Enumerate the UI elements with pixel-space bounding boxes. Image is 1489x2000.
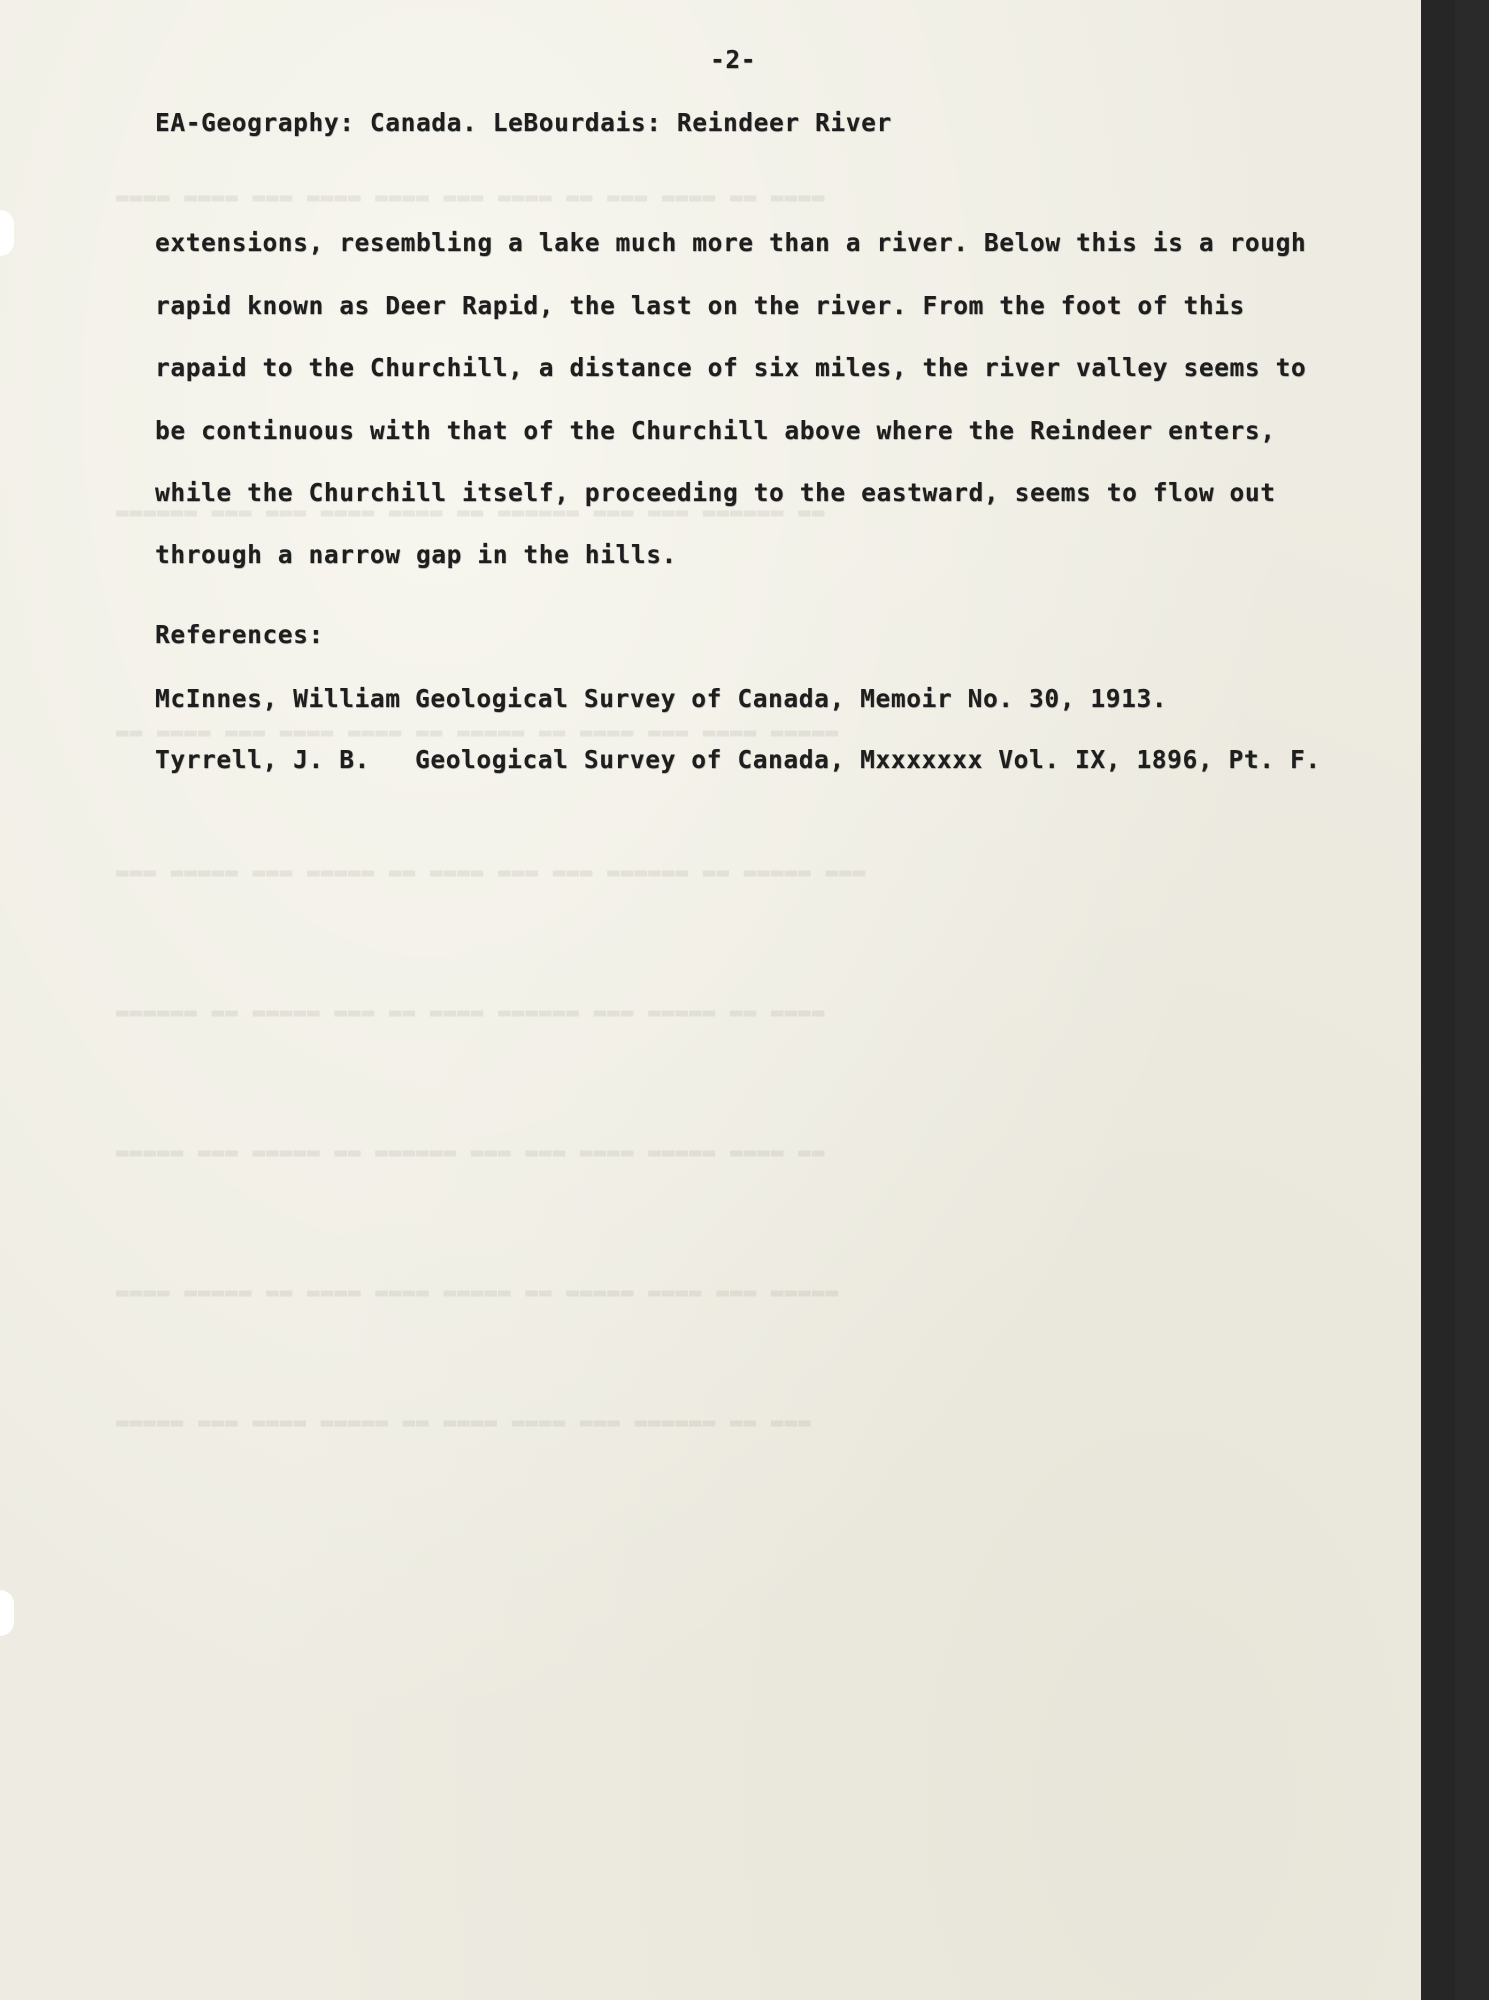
reference-source: Geological Survey of Canada, Mxxxxxxx Vol. IX, 1896, Pt. F. xyxy=(415,745,1321,774)
body-line: be continuous with that of the Churchill above where the Reindeer enters, xyxy=(155,416,1276,445)
document-header: EA-Geography: Canada. LeBourdais: Reindeer River xyxy=(155,108,892,137)
body-line: rapid known as Deer Rapid, the last on the river. From the foot of this xyxy=(155,291,1245,320)
page-number: -2- xyxy=(710,45,757,74)
punch-hole xyxy=(0,210,14,256)
body-line: extensions, resembling a lake much more than a river. Below this is a rough xyxy=(155,228,1307,257)
body-line: through a narrow gap in the hills. xyxy=(155,540,677,569)
reference-source: Geological Survey of Canada, Memoir No. 30, 1913. xyxy=(415,684,1168,713)
scan-edge xyxy=(1421,0,1455,2000)
reference-author: Tyrrell, J. B. xyxy=(155,745,370,774)
body-line: rapaid to the Churchill, a distance of six miles, the river valley seems to xyxy=(155,353,1307,382)
document-page: ▬▬▬▬ ▬▬ ▬▬▬▬ ▬▬▬ ▬▬ ▬▬▬▬ ▬▬▬ ▬▬▬▬ ▬▬▬▬ ▬▬▬ ▬▬▬▬ ▬▬▬▬ ▬▬ ▬▬▬▬▬▬ ▬▬▬ ▬▬▬ ▬▬▬▬▬▬ ▬▬ ▬▬▬▬ ▬▬▬▬ ▬▬▬ ▬▬▬ ▬▬▬▬▬▬ ▬▬▬▬▬ ▬▬▬▬ ▬▬▬ ▬▬▬▬ ▬▬ ▬▬▬▬▬ ▬▬ ▬▬▬▬ ▬▬▬▬ ▬▬▬ ▬▬▬▬ ▬▬ ▬▬▬ ▬▬▬▬▬ ▬▬ ▬▬▬▬▬▬ ▬▬▬ ▬▬▬ ▬▬▬▬ ▬▬ ▬▬▬▬▬ ▬▬▬ ▬▬▬▬▬ ▬▬▬ ▬▬▬▬ ▬▬ ▬▬▬▬▬ ▬▬▬ ▬▬▬▬▬▬ ▬▬▬▬ ▬▬ ▬▬▬ ▬▬▬▬▬ ▬▬ ▬▬▬▬▬▬ ▬▬ ▬▬▬▬ ▬▬▬▬▬ ▬▬▬▬ ▬▬▬ ▬▬▬ ▬▬▬▬▬▬ ▬▬ ▬▬▬▬▬ ▬▬▬ ▬▬▬▬▬ ▬▬▬▬▬ ▬▬▬ ▬▬▬▬ ▬▬▬▬▬ ▬▬ ▬▬▬▬▬ ▬▬▬▬ ▬▬▬▬ ▬▬ ▬▬▬▬▬ ▬▬▬▬ ▬▬▬ ▬▬ ▬▬▬▬▬▬ ▬▬▬ ▬▬▬▬ ▬▬▬▬ ▬▬ ▬▬▬▬▬ ▬▬▬▬ ▬▬▬ ▬▬▬▬▬ -2- EA-Geography: Canada. LeBourdais: Reindeer River extensions, resembling a lake much more than a river. Below this is a rough rapid known as Deer Rapid, the last on the river. From the foot of this rapaid to the Churchill, a distance of six miles, the river valley seems to be continuous with that of the Churchill above where the Reindeer enters, while the Churchill itself, proceeding to the eastward, seems to flow out through a narrow gap in the hills. References: McInnes, William Geological Survey of Canada, Memoir No. 30, 1913. Tyrrell, J. B. Geological Survey of Canada, Mxxxxxxx Vol. IX, 1896, Pt. F. xyxy=(0,0,1455,2000)
body-line: while the Churchill itself, proceeding to the eastward, seems to flow out xyxy=(155,478,1276,507)
punch-hole xyxy=(0,1590,14,1636)
reference-author: McInnes, William xyxy=(155,684,401,713)
references-heading: References: xyxy=(155,620,324,649)
